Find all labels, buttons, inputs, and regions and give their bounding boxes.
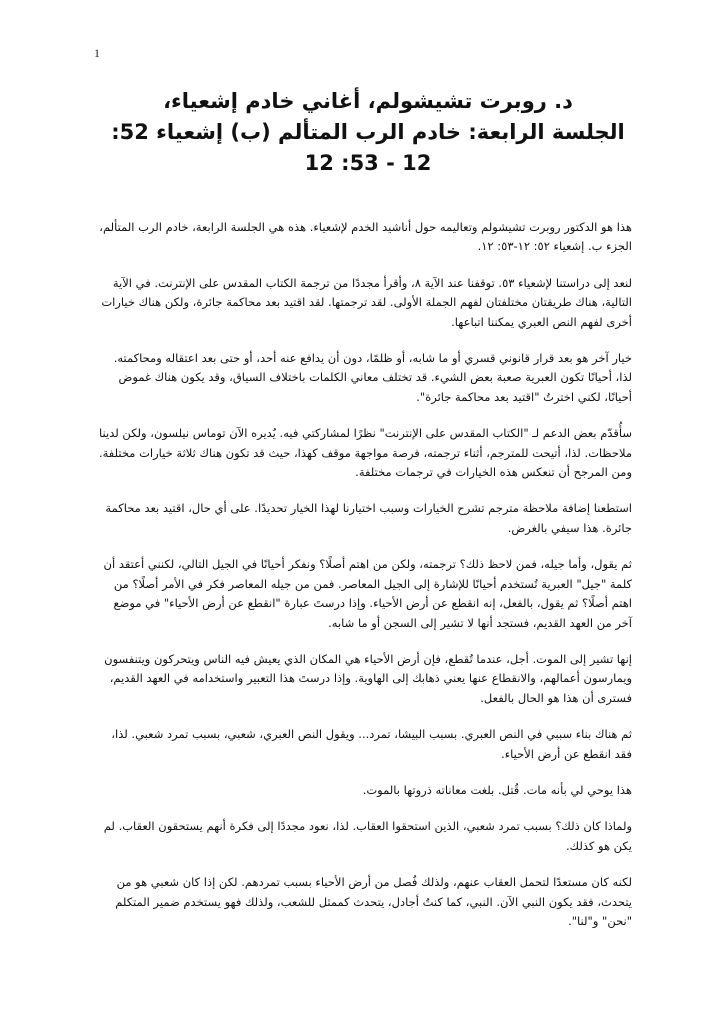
- paragraph: ثم هناك بناء سببي في النص العبري. بسبب البيشا، تمرد... ويقول النص العبري، شعبي، بسبب تمرد شعبي. لذا، فقد انقطع عن أرض الأحياء.: [111, 727, 632, 761]
- paragraph: إنها تشير إلى الموت. أجل، عندما تُقطع، فإن أرض الأحياء هي المكان الذي يعيش فيه الناس ويتحركون ويتنفسون ويمارسون أعمالهم، والانقطاع عنها يعني ذهابك إلى الهاوية. وإذا درستَ هذا التعبير واستخدامه في العهد القديم، فسترى أن هذا هو الحال بالفعل.: [104, 651, 632, 705]
- paragraph: لنعد إلى دراستنا لإشعياء ٥٣. توقفنا عند الآية ٨، وأقرأ مجددًا من ترجمة الكتاب المقدس على الإنترنت. في الآية التالية، هناك طريقتان مختلفتان لفهم الجملة الأولى. لقد ترجمتها. لقد اقتيد بعد محاكمة جائرة، ولكن هناك خيارات أخرى لفهم النص العبري يمكننا اتباعها.: [101, 275, 632, 329]
- title-line: د. روبرت تشيشولم، أغاني خادم إشعياء،: [163, 89, 573, 113]
- paragraph: هذا هو الدكتور روبرت تشيشولم وتعاليمه حول أناشيد الخدم لإشعياء. هذه هي الجلسة الرابعة، خادم الرب المتألم، الجزء ب. إشعياء ٥٢: ١٢-٥٣: ١٢.: [99, 220, 632, 254]
- title-line: الجلسة الرابعة: خادم الرب المتألم (ب) إشعياء 52:: [111, 120, 625, 144]
- paragraph: هذا يوحي لي بأنه مات. قُتل. بلغت معاناته ذروتها بالموت.: [362, 782, 632, 797]
- paragraph: لكنه كان مستعدًا لتحمل العقاب عنهم، ولذلك فُصل من أرض الأحياء بسبب تمردهم. لكن إذا كان شعبي هو من يتحدث، فقد يكون النبي الآن. النبي، كما كنتُ أجادل، يتحدث كممثل للشعب، ولذلك فهو يستخدم ضمير المتكلم "نحن" و"لنا".: [115, 875, 632, 928]
- paragraph: ثم يقول، وأما جيله، فمن لاحظ ذلك؟ ترجمته، ولكن من اهتم أصلًا؟ ونفكر أحيانًا في الجيل التالي، لكنني أعتقد أن كلمة "جيل" العبرية تُستخدم أحيانًا للإشارة إلى الجيل المعاصر. فمن من جيله المعاصر فكر في الأمر أصلًا؟ من اهتم أصلًا؟ ثم يقول، بالفعل، إنه انقطع عن أرض الأحياء. وإذا درستَ عبارة "انقطع عن أرض الأحياء" في موضع آخر من العهد القديم، فستجد أنها لا تشير إلى السجن أو ما شابه.: [103, 557, 632, 630]
- paragraph: سأُقدّم بعض الدعم لـ "الكتاب المقدس على الإنترنت" نظرًا لمشاركتي فيه. يُديره الآن توماس نيلسون، ولكن لدينا ملاحظات. لذا، أتيحت للمترجم، أثناء ترجمته، فرصة مواجهة موقف كهذا، حيث قد تكون هناك ثلاثة خيارات مختلفة. ومن المرجح أن تنعكس هذه الخيارات في ترجمات مختلفة.: [98, 426, 632, 480]
- paragraph: خيار آخر هو بعد قرار قانوني قسري أو ما شابه، أو ظلمًا، دون أن يدافع عنه أحد، أو حتى بعد اعتقاله ومحاكمته. لذا، أحيانًا تكون العبرية صعبة بعض الشيء. قد تختلف معاني الكلمات باختلاف السياق، وقد يكون هناك غموض أحيانًا، لكني اخترتُ "اقتيد بعد محاكمة جائرة".: [113, 351, 632, 404]
- document-body: [94, 218, 632, 948]
- paragraph: ولماذا كان ذلك؟ بسبب تمرد شعبي، الذين استحقوا العقاب. لذا، نعود مجددًا إلى فكرة أنهم يستحقون العقاب. لم يكن هو كذلك.: [103, 819, 632, 853]
- page-number: 1: [94, 46, 100, 60]
- title-line: 12 - 53: 12: [304, 151, 432, 175]
- paragraph: استطعنا إضافة ملاحظة مترجم تشرح الخيارات وسبب اختيارنا لهذا الخيار تحديدًا. على أي حال، اقتيد بعد محاكمة جائرة. هذا سيفي بالغرض.: [105, 501, 632, 535]
- document-title: [110, 86, 626, 179]
